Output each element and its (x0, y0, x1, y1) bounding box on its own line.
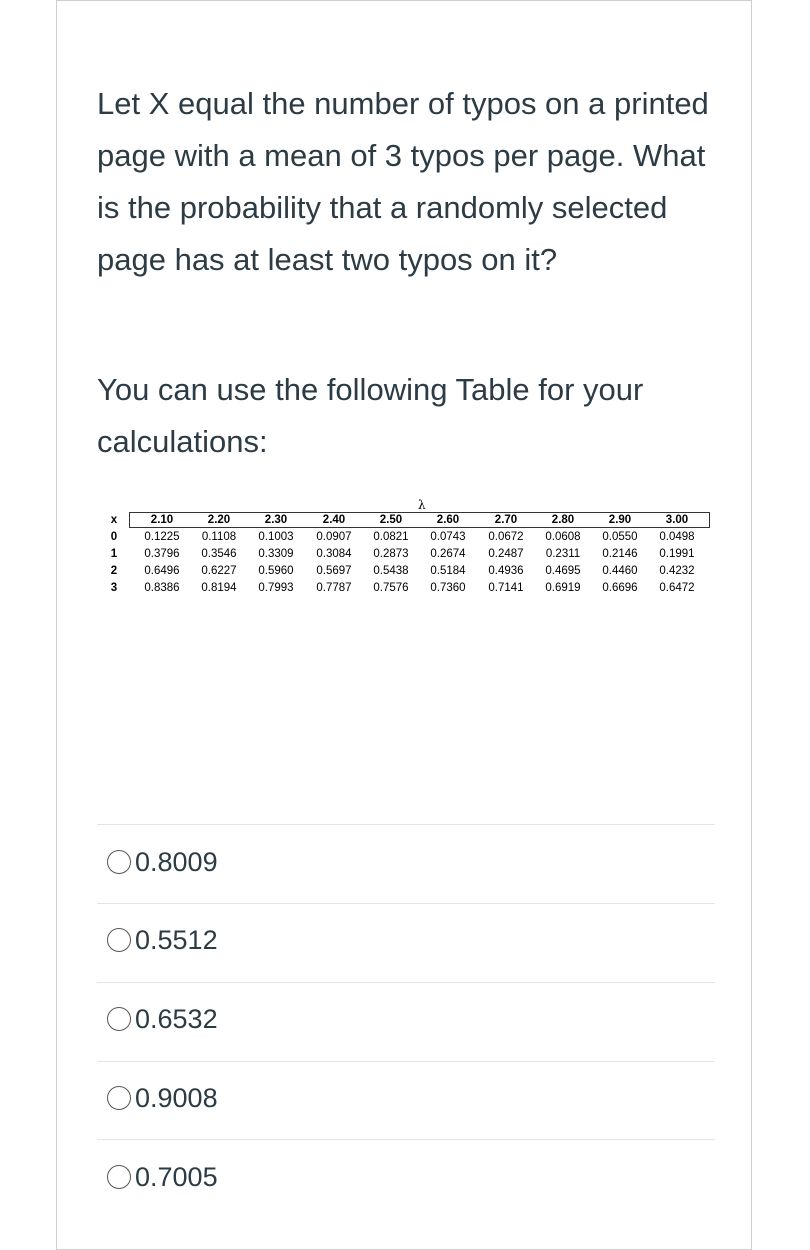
table-cell: 0.6496 (144, 565, 180, 577)
radio-button[interactable] (107, 1086, 131, 1110)
table-cell: 0.0672 (488, 531, 524, 543)
table-cell: 0.3546 (201, 548, 237, 560)
option-0-9008[interactable] (107, 1078, 218, 1118)
table-cell: 0.2311 (545, 548, 581, 560)
table-cell: 0.4936 (488, 565, 524, 577)
table-cell: 0.5960 (258, 565, 294, 577)
lambda-header: 2.30 (264, 514, 288, 526)
table-cell: 0.7787 (316, 582, 352, 594)
question-text: Let X equal the number of typos on a printed page with a mean of 3 typos per page. What is the probability that a randomly selected page has at least two typos on it? (97, 86, 709, 277)
table-cell: 0.0821 (373, 531, 409, 543)
table-cell: 0.4695 (545, 565, 581, 577)
table-cell: 0.5697 (316, 565, 352, 577)
table-cell: 0.1108 (201, 531, 237, 543)
lambda-header: 2.90 (608, 514, 632, 526)
option-0-6532[interactable] (107, 999, 218, 1039)
x-value: 1 (110, 548, 118, 560)
table-cell: 0.2873 (373, 548, 409, 560)
table-cell: 0.7141 (488, 582, 524, 594)
option-label: 0.8009 (135, 846, 218, 877)
option-label: 0.7005 (135, 1161, 218, 1192)
table-cell: 0.5438 (373, 565, 409, 577)
table-cell: 0.3796 (144, 548, 180, 560)
radio-button[interactable] (107, 850, 131, 874)
option-divider (97, 903, 715, 904)
table-cell: 0.7360 (430, 582, 466, 594)
x-value: 3 (110, 582, 118, 594)
option-0-5512[interactable] (107, 920, 218, 960)
table-cell: 0.3084 (316, 548, 352, 560)
option-divider (97, 824, 715, 825)
option-divider (97, 1061, 715, 1062)
table-cell: 0.6919 (545, 582, 581, 594)
table-cell: 0.5184 (430, 565, 466, 577)
lambda-header: 2.60 (436, 514, 460, 526)
table-cell: 0.1225 (144, 531, 180, 543)
table-cell: 0.4460 (602, 565, 638, 577)
table-header-row (106, 514, 710, 529)
x-header: x (110, 514, 118, 526)
lambda-header: 2.50 (379, 514, 403, 526)
x-value: 0 (110, 531, 118, 543)
option-divider (97, 1139, 715, 1140)
table-cell: 0.2674 (430, 548, 466, 560)
table-cell: 0.6472 (659, 582, 695, 594)
table-cell: 0.1003 (258, 531, 294, 543)
option-label: 0.5512 (135, 924, 218, 955)
radio-button[interactable] (107, 1007, 131, 1031)
lambda-header: 2.20 (207, 514, 231, 526)
radio-button[interactable] (107, 1165, 131, 1189)
instruction-text: You can use the following Table for your calculations: (97, 372, 644, 459)
table-cell: 0.8194 (201, 582, 237, 594)
table-cell: 0.6227 (201, 565, 237, 577)
lambda-header: 2.40 (322, 514, 346, 526)
table-cell: 0.0608 (545, 531, 581, 543)
table-cell: 0.7993 (258, 582, 294, 594)
table-cell: 0.2146 (602, 548, 638, 560)
table-cell: 0.3309 (258, 548, 294, 560)
lambda-header: 2.70 (494, 514, 518, 526)
option-0-7005[interactable] (107, 1157, 218, 1197)
lambda-header: 2.10 (150, 514, 174, 526)
option-divider (97, 982, 715, 983)
radio-button[interactable] (107, 928, 131, 952)
table-cell: 0.0907 (316, 531, 352, 543)
table-cell: 0.8386 (144, 582, 180, 594)
table-row (106, 582, 710, 597)
table-cell: 0.7576 (373, 582, 409, 594)
table-cell: 0.2487 (488, 548, 524, 560)
lambda-header: 3.00 (665, 514, 689, 526)
lambda-header: 2.80 (551, 514, 575, 526)
table-row (106, 531, 710, 546)
x-value: 2 (110, 565, 118, 577)
option-0-8009[interactable] (107, 842, 218, 882)
lambda-symbol: λ (418, 498, 426, 512)
table-row (106, 548, 710, 563)
option-label: 0.9008 (135, 1082, 218, 1113)
table-cell: 0.6696 (602, 582, 638, 594)
table-cell: 0.4232 (659, 565, 695, 577)
table-cell: 0.1991 (659, 548, 695, 560)
table-cell: 0.0498 (659, 531, 695, 543)
table-row (106, 565, 710, 580)
table-cell: 0.0743 (430, 531, 466, 543)
option-label: 0.6532 (135, 1003, 218, 1034)
table-cell: 0.0550 (602, 531, 638, 543)
